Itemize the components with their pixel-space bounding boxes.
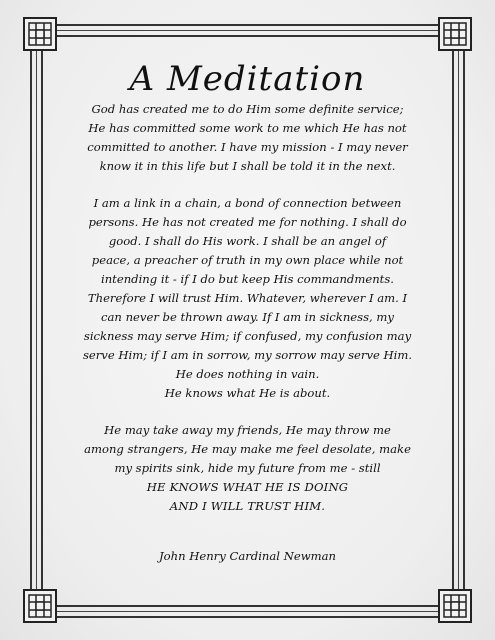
text-line: He does nothing in vain. xyxy=(175,367,320,381)
text-line: persons. He has not created me for nothing. I shall do xyxy=(88,215,407,229)
text-line: sickness may serve Him; if confused, my confusion may xyxy=(83,329,412,343)
text-line: Therefore I will trust Him. Whatever, wherever I am. I xyxy=(87,291,408,305)
page-title: A Meditation xyxy=(129,59,366,99)
text-line: He has committed some work to me which He has not xyxy=(88,121,407,135)
celtic-knot-corner-icon xyxy=(23,589,57,623)
text-line: serve Him; if I am in sorrow, my sorrow may serve Him. xyxy=(82,348,413,362)
celtic-knot-corner-icon xyxy=(438,589,472,623)
text-line: good. I shall do His work. I shall be an angel of xyxy=(108,234,387,248)
meditation-text xyxy=(60,60,435,566)
text-line: committed to another. I have my mission - I may never xyxy=(87,140,408,154)
text-line: I am a link in a chain, a bond of connection between xyxy=(93,196,402,210)
emphasis-lines xyxy=(60,478,435,516)
author-signature: John Henry Cardinal Newman xyxy=(159,549,336,563)
paragraph-spacer xyxy=(60,176,435,194)
text-line: can never be thrown away. If I am in sickness, my xyxy=(101,310,394,324)
text-line: He knows what He is about. xyxy=(164,386,331,400)
text-line: my spirits sink, hide my future from me - still xyxy=(114,461,381,475)
emphasis-line: HE KNOWS WHAT HE IS DOING xyxy=(146,480,349,494)
text-line: among strangers, He may make me feel desolate, make xyxy=(84,442,411,456)
text-line: God has created me to do Him some definite service; xyxy=(91,102,404,116)
text-line: intending it - if I do but keep His commandments. xyxy=(101,272,394,286)
text-line: know it in this life but I shall be told it in the next. xyxy=(99,159,396,173)
paragraph-spacer xyxy=(60,403,435,421)
text-line: He may take away my friends, He may throw me xyxy=(104,423,391,437)
paragraph-1 xyxy=(60,100,435,176)
emphasis-line: AND I WILL TRUST HIM. xyxy=(169,499,326,513)
celtic-knot-corner-icon xyxy=(23,17,57,51)
celtic-knot-corner-icon xyxy=(438,17,472,51)
paragraph-3 xyxy=(60,421,435,478)
paragraph-2 xyxy=(60,194,435,403)
text-line: peace, a preacher of truth in my own place while not xyxy=(91,253,404,267)
